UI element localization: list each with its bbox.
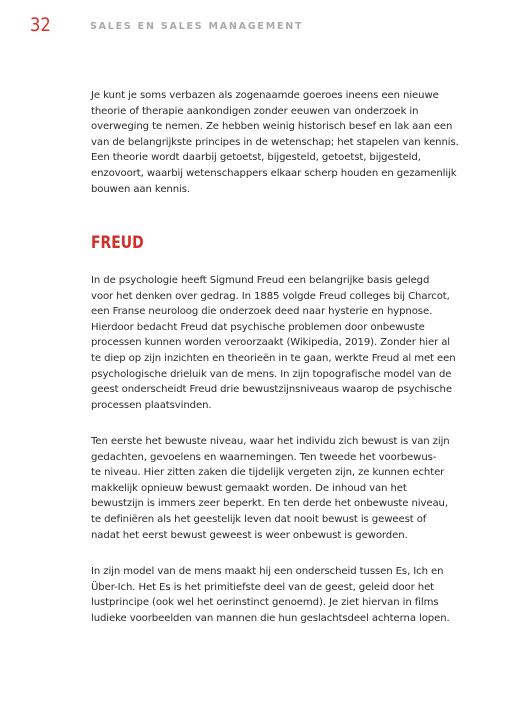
intro-paragraph <box>91 88 459 197</box>
freud-paragraph-1 <box>91 273 456 413</box>
text-line: psychologische drieluik van de mens. In zijn topografische model van de <box>91 368 452 380</box>
text-line: enzovoort, waarbij wetenschappers elkaar scherp houden en gezamenlijk <box>91 167 457 179</box>
text-line: te niveau. Hier zitten zaken die tijdelijk vergeten zijn, ze kunnen echter <box>91 467 445 479</box>
text-line: te definiëren als het geestelijk leven dat nooit bewust is geweest of <box>91 513 427 525</box>
text-line: lustprincipe (ook wel het oerinstinct genoemd). Je ziet hiervan in films <box>91 597 439 609</box>
text-line: processen kunnen worden veroorzaakt (Wikipedia, 2019). Zonder hier al <box>91 337 451 349</box>
text-line: Ten eerste het bewuste niveau, waar het individu zich bewust is van zijn <box>91 436 450 447</box>
freud-paragraph-2 <box>91 434 450 543</box>
page-number: 32 <box>30 14 51 36</box>
text-line: overweging te nemen. Ze hebben weinig historisch besef en lak aan een <box>91 121 453 133</box>
section-heading: FREUD <box>91 233 144 253</box>
text-line: theorie of therapie aankondigen zonder eeuwen van onderzoek in <box>91 105 419 117</box>
running-header-title: SALES EN SALES MANAGEMENT <box>90 21 304 32</box>
text-line: gedachten, gevoelens en waarnemingen. Ten tweede het voorbewus- <box>91 451 437 463</box>
text-line: In zijn model van de mens maakt hij een onderscheid tussen Es, Ich en <box>91 566 444 577</box>
text-line: Een theorie wordt daarbij getoetst, bijgesteld, getoetst, bijgesteld, <box>91 152 421 164</box>
text-line: nadat het eerst bewust geweest is weer onbewust is geworden. <box>91 529 408 541</box>
text-line: ludieke voorbeelden van mannen die hun geslachtsdeel achterna lopen. <box>91 612 450 624</box>
text-line: bewustzijn is immers zeer beperkt. En ten derde het onbewuste niveau, <box>91 498 448 510</box>
text-line: Über-Ich. Het Es is het primitiefste deel van de geest, geleid door het <box>91 581 435 593</box>
freud-paragraph-3 <box>91 564 450 626</box>
text-line: Hierdoor bedacht Freud dat psychische problemen door onbewuste <box>91 321 425 333</box>
text-line: Je kunt je soms verbazen als zogenaamde goeroes ineens een nieuwe <box>91 90 439 101</box>
text-line: processen plaatsvinden. <box>91 399 212 411</box>
text-line: In de psychologie heeft Sigmund Freud een belangrijke basis gelegd <box>91 275 430 286</box>
text-line: voor het denken over gedrag. In 1885 volgde Freud colleges bij Charcot, <box>91 290 450 302</box>
text-line: makkelijk opnieuw bewust gemaakt worden. De inhoud van het <box>91 482 407 494</box>
text-line: een Franse neuroloog die onderzoek deed naar hysterie en hypnose. <box>91 306 433 318</box>
text-line: van de belangrijkste principes in de wetenschap; het stapelen van kennis. <box>91 136 459 148</box>
text-line: te diep op zijn inzichten en theorieën in te gaan, werkte Freud al met een <box>91 352 456 364</box>
text-line: geest onderscheidt Freud drie bewustzijnsniveaus waarop de psychische <box>91 384 452 396</box>
text-line: bouwen aan kennis. <box>91 183 190 195</box>
